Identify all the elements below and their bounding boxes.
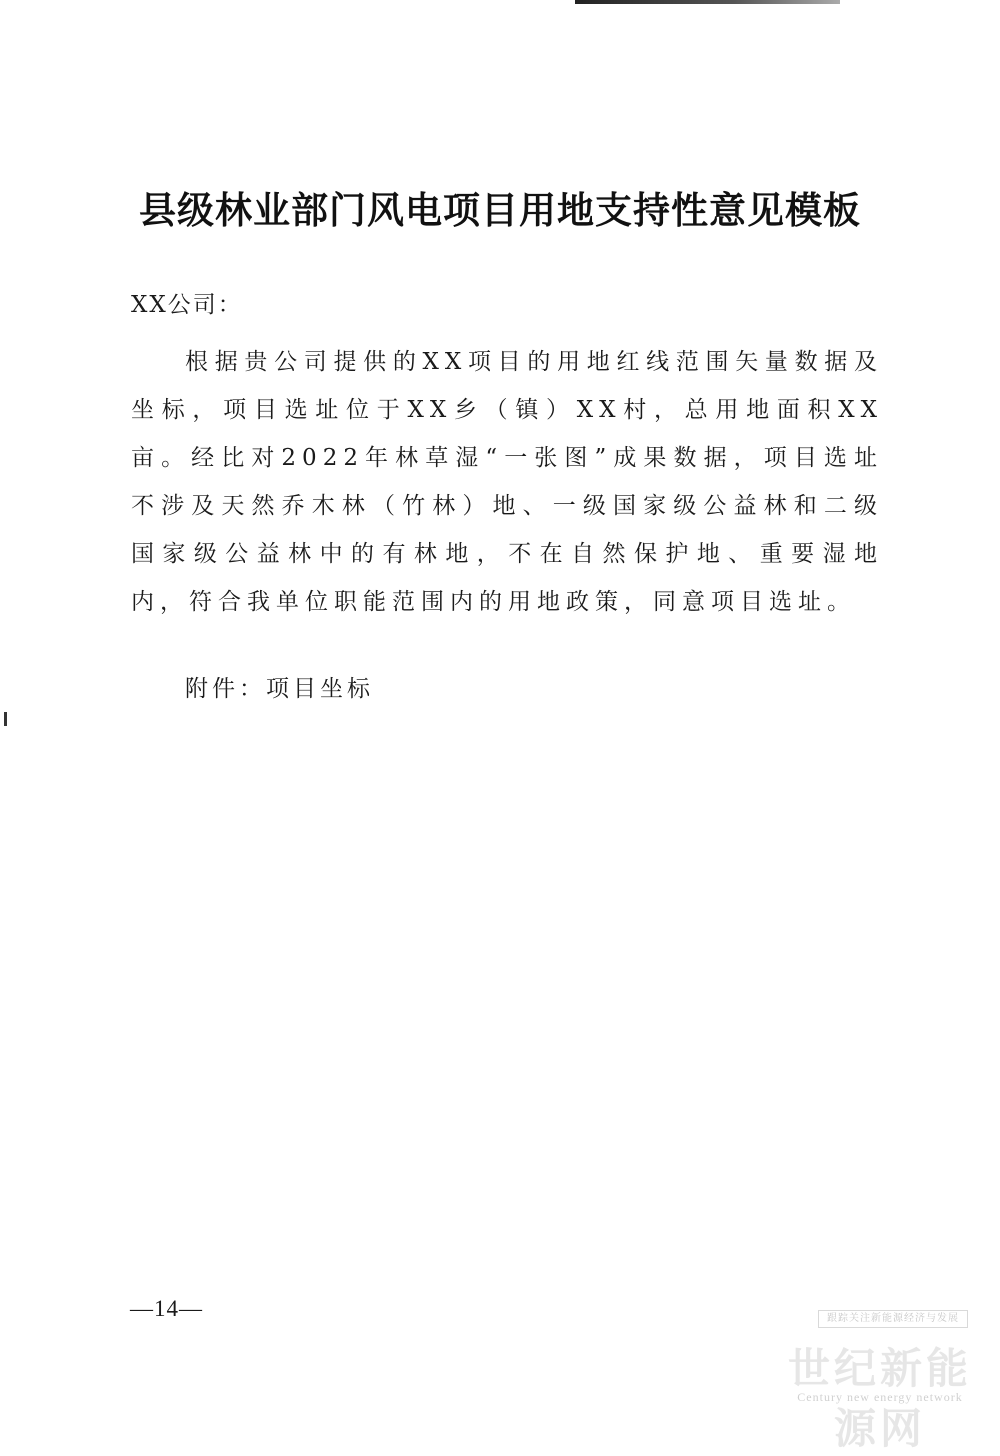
watermark-tagline: 跟踪关注新能源经济与发展: [818, 1310, 968, 1328]
watermark-logo: [770, 1310, 990, 1453]
scan-edge-bar: [575, 0, 840, 4]
watermark-subtitle: Century new energy network: [797, 1390, 963, 1404]
attachment-line: 附件：项目坐标: [185, 676, 374, 702]
salutation: XX公司：: [131, 292, 243, 318]
body-paragraph: 根据贵公司提供的XX项目的用地红线范围矢量数据及坐标，项目选址位于XX乡（镇）XX村，总用地面积XX亩。经比对2022年林草湿“一张图”成果数据，项目选址不涉及天然乔木林（竹林）地、一级国家级公益林和二级国家级公益林中的有林地，不在自然保护地、重要湿地内，符合我单位职能范围内的用地政策，同意项目选址。: [131, 349, 883, 615]
watermark-brand: 世纪新能源网: [787, 1344, 972, 1453]
document-title: 县级林业部门风电项目用地支持性意见模板: [139, 189, 861, 232]
page-number: —14—: [130, 1296, 203, 1321]
scan-artifact-mark: [4, 712, 7, 726]
